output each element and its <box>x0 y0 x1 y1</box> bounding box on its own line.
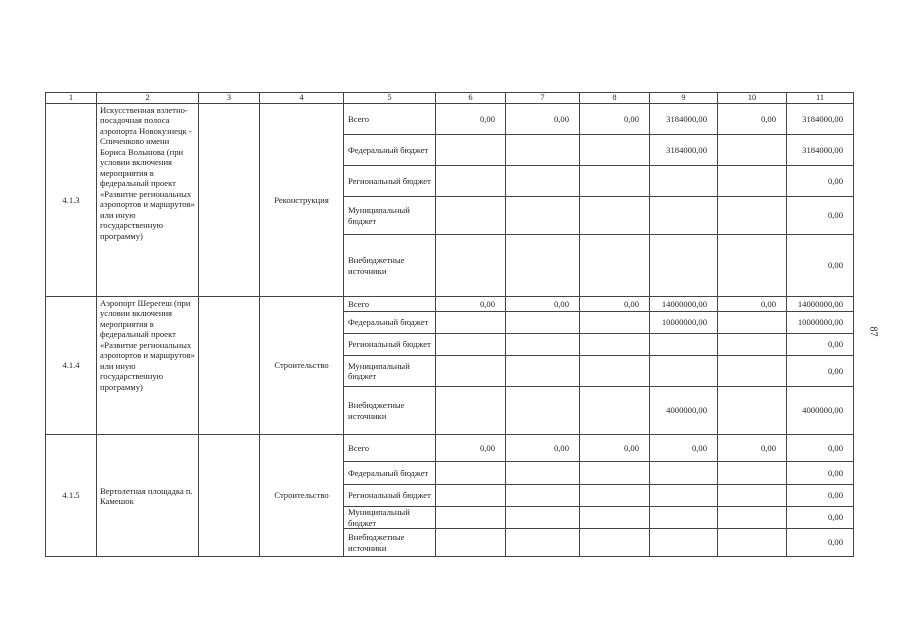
value-cell: 0,00 <box>787 334 854 356</box>
value-cell: 0,00 <box>787 529 854 557</box>
header-cell: 11 <box>787 93 854 104</box>
work-type: Строительство <box>260 297 344 435</box>
value-cell: 14000000,00 <box>787 297 854 312</box>
value-cell <box>650 334 718 356</box>
value-cell: 0,00 <box>718 104 787 135</box>
value-cell <box>650 235 718 297</box>
value-cell <box>580 197 650 235</box>
value-cell: 14000000,00 <box>650 297 718 312</box>
value-cell: 0,00 <box>580 104 650 135</box>
value-cell <box>506 135 580 166</box>
value-cell <box>436 235 506 297</box>
value-cell <box>580 312 650 334</box>
value-cell <box>436 507 506 529</box>
value-cell: 0,00 <box>718 435 787 462</box>
source-label: Муниципальный бюджет <box>344 507 436 529</box>
value-cell: 3184000,00 <box>650 135 718 166</box>
value-cell <box>580 485 650 507</box>
header-cell: 10 <box>718 93 787 104</box>
table-row <box>46 297 854 312</box>
value-cell: 0,00 <box>787 356 854 387</box>
value-cell: 0,00 <box>787 462 854 485</box>
header-cell: 2 <box>97 93 199 104</box>
value-cell <box>436 166 506 197</box>
value-cell: 3184000,00 <box>787 104 854 135</box>
value-cell: 0,00 <box>787 166 854 197</box>
value-cell <box>436 485 506 507</box>
value-cell <box>506 235 580 297</box>
value-cell <box>650 529 718 557</box>
source-label: Региональный бюджет <box>344 334 436 356</box>
item-number: 4.1.4 <box>46 297 97 435</box>
value-cell <box>580 235 650 297</box>
value-cell: 4000000,00 <box>787 387 854 435</box>
source-label: Федеральный бюджет <box>344 462 436 485</box>
value-cell: 3184000,00 <box>787 135 854 166</box>
budget-table <box>45 92 854 557</box>
value-cell <box>506 387 580 435</box>
value-cell <box>650 356 718 387</box>
page-number: 87 <box>867 326 879 337</box>
value-cell <box>436 356 506 387</box>
source-label: Региональный бюджет <box>344 166 436 197</box>
source-label: Внебюджетные источники <box>344 529 436 557</box>
header-cell: 3 <box>199 93 260 104</box>
value-cell <box>718 529 787 557</box>
value-cell <box>436 529 506 557</box>
value-cell <box>580 166 650 197</box>
value-cell <box>580 529 650 557</box>
col3-cell <box>199 104 260 297</box>
value-cell: 10000000,00 <box>650 312 718 334</box>
value-cell <box>650 197 718 235</box>
value-cell: 0,00 <box>436 435 506 462</box>
value-cell <box>580 356 650 387</box>
value-cell <box>718 197 787 235</box>
header-cell: 7 <box>506 93 580 104</box>
item-name: Вертолетная площадка п. Камешок <box>97 435 199 557</box>
source-label: Муниципальный бюджет <box>344 197 436 235</box>
source-label: Муниципальный бюджет <box>344 356 436 387</box>
value-cell <box>436 462 506 485</box>
value-cell: 0,00 <box>506 297 580 312</box>
value-cell <box>580 507 650 529</box>
item-name: Аэропорт Шерегеш (при условии включения мероприятия в федеральный проект «Развитие региональных аэропортов и маршрутов» или иную государственную программу) <box>97 297 199 435</box>
value-cell <box>650 485 718 507</box>
source-label: Всего <box>344 104 436 135</box>
source-label: Федеральный бюджет <box>344 135 436 166</box>
header-row <box>46 93 854 104</box>
value-cell: 3184000,00 <box>650 104 718 135</box>
value-cell <box>718 135 787 166</box>
value-cell <box>718 462 787 485</box>
source-label: Региональный бюджет <box>344 485 436 507</box>
value-cell <box>506 312 580 334</box>
header-cell: 8 <box>580 93 650 104</box>
table-row <box>46 435 854 462</box>
table-row <box>46 104 854 135</box>
value-cell: 0,00 <box>650 435 718 462</box>
value-cell: 0,00 <box>787 485 854 507</box>
value-cell <box>436 387 506 435</box>
value-cell: 0,00 <box>787 507 854 529</box>
value-cell: 10000000,00 <box>787 312 854 334</box>
header-cell: 4 <box>260 93 344 104</box>
value-cell <box>580 462 650 485</box>
value-cell <box>718 166 787 197</box>
value-cell <box>718 235 787 297</box>
value-cell <box>650 166 718 197</box>
value-cell <box>718 507 787 529</box>
value-cell: 0,00 <box>436 104 506 135</box>
value-cell <box>506 197 580 235</box>
item-number: 4.1.3 <box>46 104 97 297</box>
value-cell <box>506 507 580 529</box>
value-cell <box>506 334 580 356</box>
value-cell <box>506 529 580 557</box>
header-cell: 1 <box>46 93 97 104</box>
value-cell: 0,00 <box>436 297 506 312</box>
value-cell: 0,00 <box>718 297 787 312</box>
value-cell <box>580 334 650 356</box>
value-cell: 0,00 <box>580 435 650 462</box>
value-cell <box>506 485 580 507</box>
source-label: Федеральный бюджет <box>344 312 436 334</box>
value-cell <box>718 312 787 334</box>
source-label: Внебюджетные источники <box>344 387 436 435</box>
value-cell: 0,00 <box>580 297 650 312</box>
value-cell <box>718 387 787 435</box>
item-name: Искусственная взлетно-посадочная полоса аэропорта Новокузнецк - Спиченково имени Бориса Волынова (при условии включения мероприятия в федеральный проект «Развитие региональных аэропортов и маршрутов» или иную государственную программу) <box>97 104 199 297</box>
value-cell <box>436 135 506 166</box>
value-cell <box>506 462 580 485</box>
value-cell <box>650 507 718 529</box>
value-cell <box>436 197 506 235</box>
value-cell: 4000000,00 <box>650 387 718 435</box>
col3-cell <box>199 297 260 435</box>
work-type: Реконструкция <box>260 104 344 297</box>
value-cell <box>506 356 580 387</box>
header-cell: 5 <box>344 93 436 104</box>
col3-cell <box>199 435 260 557</box>
value-cell <box>650 462 718 485</box>
value-cell: 0,00 <box>787 235 854 297</box>
value-cell: 0,00 <box>506 435 580 462</box>
value-cell <box>718 485 787 507</box>
header-cell: 6 <box>436 93 506 104</box>
header-cell: 9 <box>650 93 718 104</box>
value-cell <box>580 387 650 435</box>
value-cell <box>436 312 506 334</box>
value-cell: 0,00 <box>787 435 854 462</box>
work-type: Строительство <box>260 435 344 557</box>
source-label: Всего <box>344 297 436 312</box>
value-cell <box>506 166 580 197</box>
value-cell <box>580 135 650 166</box>
value-cell: 0,00 <box>787 197 854 235</box>
value-cell <box>718 356 787 387</box>
value-cell <box>436 334 506 356</box>
item-number: 4.1.5 <box>46 435 97 557</box>
value-cell <box>718 334 787 356</box>
source-label: Всего <box>344 435 436 462</box>
source-label: Внебюджетные источники <box>344 235 436 297</box>
value-cell: 0,00 <box>506 104 580 135</box>
